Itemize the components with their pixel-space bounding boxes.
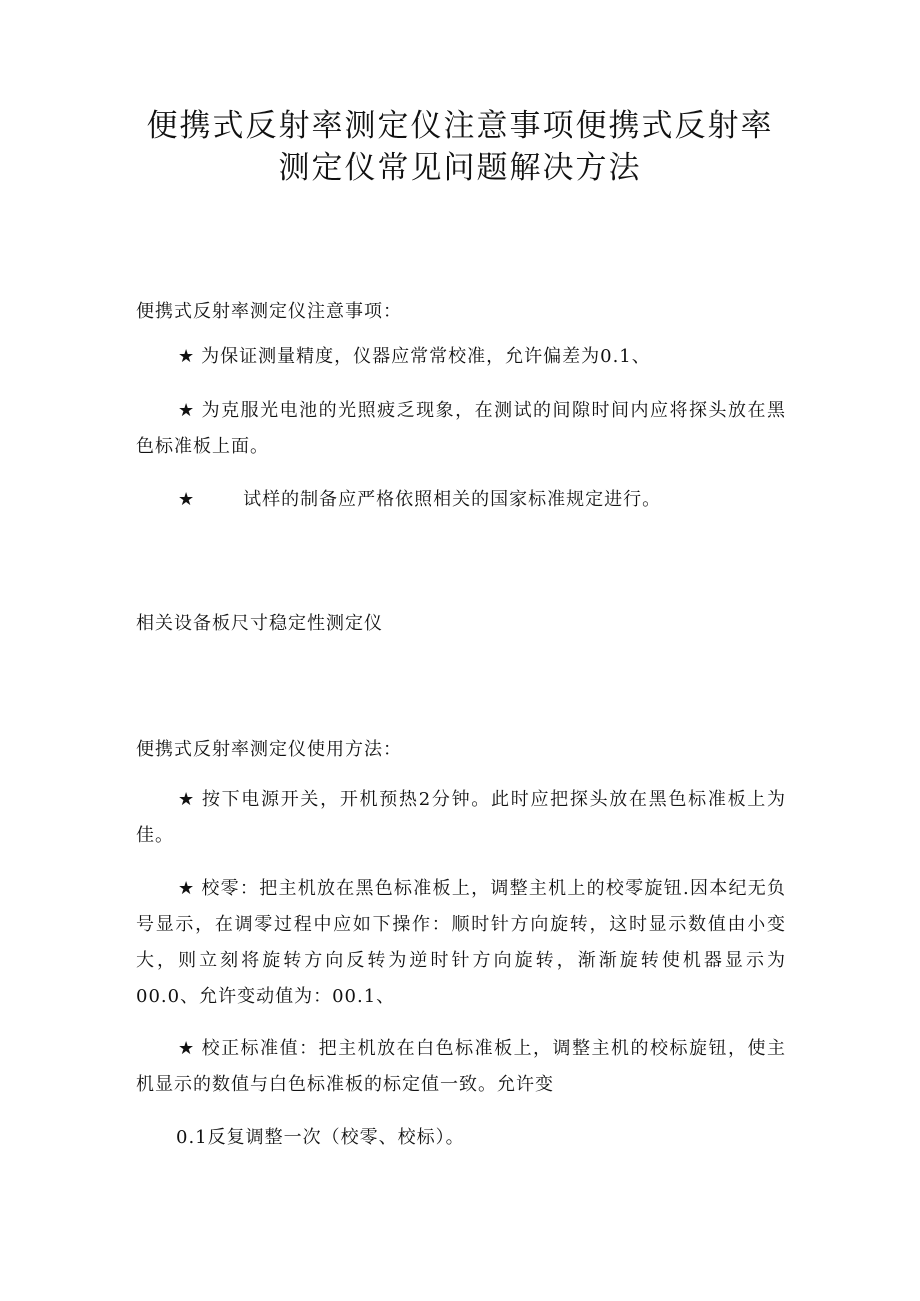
usage-item-2 bbox=[136, 871, 786, 1015]
precaution-item-text: 为保证测量精度，仪器应常常校准，允许偏差为0.1、 bbox=[201, 346, 651, 367]
usage-item-text: 校正标准值：把主机放在白色标准板上，调整主机的校标旋钮，使主机显示的数值与白色标准板的标定值一致。允许变 bbox=[136, 1038, 787, 1095]
section-heading-usage: 便携式反射率测定仪使用方法： bbox=[136, 739, 402, 760]
document-title-line-1: 便携式反射率测定仪注意事项便携式反射率 bbox=[146, 108, 774, 144]
usage-item-1 bbox=[136, 782, 786, 854]
document-title-line-2: 测定仪常见问题解决方法 bbox=[278, 150, 642, 186]
star-bullet-icon: ★ bbox=[178, 400, 196, 421]
star-bullet-icon: ★ bbox=[178, 878, 196, 899]
star-bullet-icon: ★ bbox=[178, 1038, 196, 1059]
usage-item-text: 按下电源开关，开机预热2分钟。此时应把探头放在黑色标准板上为佳。 bbox=[136, 789, 787, 846]
precaution-item-2 bbox=[136, 393, 786, 465]
precaution-item-3 bbox=[136, 482, 786, 518]
precaution-item-text: 试样的制备应严格依照相关的国家标准规定进行。 bbox=[243, 489, 662, 510]
star-bullet-icon: ★ bbox=[178, 489, 196, 510]
usage-item-3 bbox=[136, 1031, 786, 1103]
precaution-item-text: 为克服光电池的光照疲乏现象，在测试的间隙时间内应将探头放在黑色标准板上面。 bbox=[136, 400, 787, 457]
related-equipment-line: 相关设备板尺寸稳定性测定仪 bbox=[136, 613, 383, 634]
precaution-item-1 bbox=[136, 339, 786, 375]
star-bullet-icon: ★ bbox=[178, 789, 196, 810]
usage-item-text: 校零：把主机放在黑色标准板上，调整主机上的校零旋钮.因本纪无负号显示，在调零过程中应如下操作：顺时针方向旋转，这时显示数值由小变大，则立刻将旋转方向反转为逆时针方向旋转，渐渐旋转使机器显示为00.0、允许变动值为：00.1、 bbox=[136, 878, 787, 1007]
usage-tail-line: 0.1反复调整一次（校零、校标）。 bbox=[176, 1127, 465, 1148]
section-heading-precautions: 便携式反射率测定仪注意事项： bbox=[136, 301, 402, 322]
star-bullet-icon: ★ bbox=[178, 346, 196, 367]
